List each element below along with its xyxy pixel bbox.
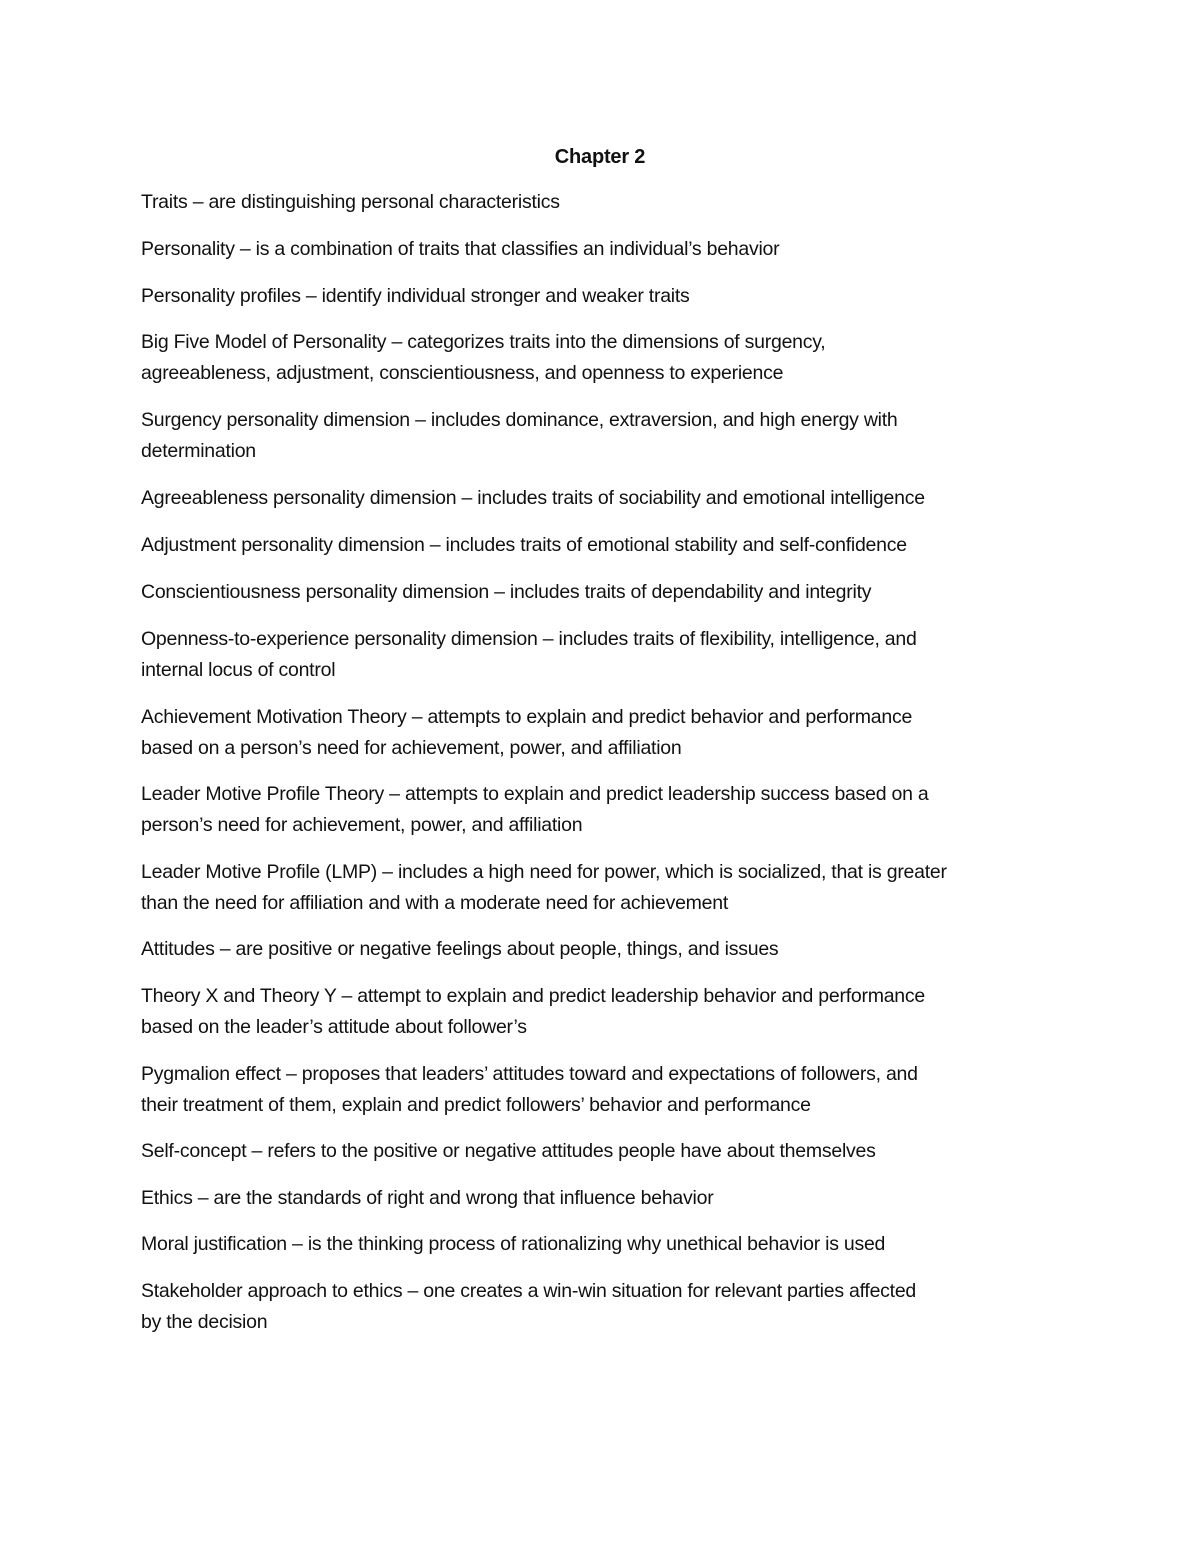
definition-moral-justification bbox=[141, 1229, 1066, 1260]
definition-line: Moral justification – is the thinking process of rationalizing why unethical behavior is used bbox=[141, 1233, 886, 1255]
definition-line: Stakeholder approach to ethics – one creates a win-win situation for relevant parties affected bbox=[141, 1280, 917, 1302]
definition-line: Self-concept – refers to the positive or negative attitudes people have about themselves bbox=[141, 1140, 876, 1162]
definition-line: Traits – are distinguishing personal characteristics bbox=[141, 191, 560, 213]
definition-theory-x-y bbox=[141, 981, 1066, 1043]
definition-line: Personality profiles – identify individual stronger and weaker traits bbox=[141, 285, 690, 307]
definition-pygmalion-effect bbox=[141, 1059, 1066, 1121]
definition-line: Leader Motive Profile (LMP) – includes a high need for power, which is socialized, that is greater bbox=[141, 861, 947, 883]
definition-adjustment-dimension bbox=[141, 530, 1066, 561]
definition-line: determination bbox=[141, 440, 256, 462]
definition-surgency-dimension bbox=[141, 405, 1066, 467]
definition-line: Surgency personality dimension – includes dominance, extraversion, and high energy with bbox=[141, 409, 898, 431]
definition-line: Adjustment personality dimension – includes traits of emotional stability and self-confidence bbox=[141, 534, 907, 556]
definition-line: Personality – is a combination of traits that classifies an individual’s behavior bbox=[141, 238, 780, 260]
page-title: Chapter 2 bbox=[554, 146, 646, 168]
definition-openness-dimension bbox=[141, 624, 1066, 686]
definition-line: Attitudes – are positive or negative feelings about people, things, and issues bbox=[141, 938, 779, 960]
definition-attitudes bbox=[141, 934, 1066, 965]
definition-stakeholder-approach bbox=[141, 1276, 1066, 1338]
definition-personality-profiles bbox=[141, 281, 1066, 312]
definition-line: Theory X and Theory Y – attempt to explain and predict leadership behavior and performance bbox=[141, 985, 925, 1007]
definition-line: Achievement Motivation Theory – attempts to explain and predict behavior and performance bbox=[141, 706, 913, 728]
definition-achievement-motivation-theory bbox=[141, 702, 1066, 764]
definition-line: person’s need for achievement, power, and affiliation bbox=[141, 814, 583, 836]
definition-line: Agreeableness personality dimension – includes traits of sociability and emotional intelligence bbox=[141, 487, 925, 509]
definition-line: Conscientiousness personality dimension – includes traits of dependability and integrity bbox=[141, 581, 872, 603]
definition-line: their treatment of them, explain and predict followers’ behavior and performance bbox=[141, 1094, 811, 1116]
definition-line: Openness-to-experience personality dimension – includes traits of flexibility, intelligence, and bbox=[141, 628, 917, 650]
definition-conscientiousness-dimension bbox=[141, 577, 1066, 608]
definition-line: based on the leader’s attitude about follower’s bbox=[141, 1016, 527, 1038]
definition-traits bbox=[141, 187, 1066, 218]
definition-line: Big Five Model of Personality – categorizes traits into the dimensions of surgency, bbox=[141, 331, 826, 353]
definition-self-concept bbox=[141, 1136, 1066, 1167]
definition-line: Pygmalion effect – proposes that leaders’ attitudes toward and expectations of followers, and bbox=[141, 1063, 918, 1085]
definition-line: agreeableness, adjustment, conscientiousness, and openness to experience bbox=[141, 362, 784, 384]
definition-line: based on a person’s need for achievement, power, and affiliation bbox=[141, 737, 682, 759]
definition-leader-motive-profile-theory bbox=[141, 779, 1066, 841]
definition-personality bbox=[141, 234, 1066, 265]
definition-leader-motive-profile bbox=[141, 857, 1066, 919]
definition-line: Leader Motive Profile Theory – attempts to explain and predict leadership success based on a bbox=[141, 783, 929, 805]
definition-ethics bbox=[141, 1183, 1066, 1214]
definition-line: by the decision bbox=[141, 1311, 268, 1333]
definition-line: Ethics – are the standards of right and wrong that influence behavior bbox=[141, 1187, 714, 1209]
definition-line: internal locus of control bbox=[141, 659, 336, 681]
definition-line: than the need for affiliation and with a moderate need for achievement bbox=[141, 892, 729, 914]
definition-agreeableness-dimension bbox=[141, 483, 1066, 514]
definition-big-five-model bbox=[141, 327, 1066, 389]
